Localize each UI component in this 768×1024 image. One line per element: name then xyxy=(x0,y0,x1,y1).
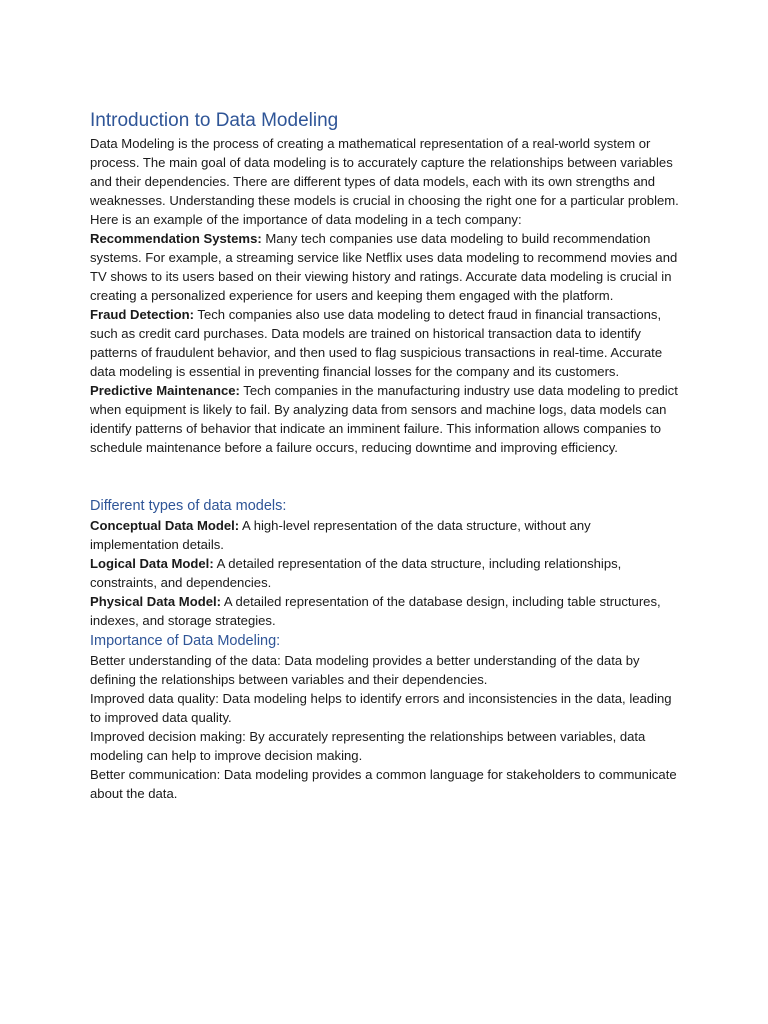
types-heading: Different types of data models: xyxy=(90,498,287,514)
type-physical xyxy=(90,592,682,630)
type-conceptual xyxy=(90,516,682,554)
type-label: Conceptual Data Model: xyxy=(90,518,240,533)
example-text: Tech companies also use data modeling to detect fraud in financial transactions, such as credit card purchases. Data models are trained on historical transaction data to identify patterns of fraudulent behavior, and then used to flag suspicious transactions in real-time. Accurate data modeling is essential in preventing financial losses for the company and its customers. xyxy=(90,307,663,379)
example-label: Predictive Maintenance: xyxy=(90,383,240,398)
document-page xyxy=(90,108,682,803)
example-label: Fraud Detection: xyxy=(90,307,195,322)
type-text: A detailed representation of the database design, including table structures, indexes, and storage strategies. xyxy=(90,594,661,628)
example-fraud xyxy=(90,305,682,381)
type-logical xyxy=(90,554,682,592)
type-label: Logical Data Model: xyxy=(90,556,214,571)
type-label: Physical Data Model: xyxy=(90,594,221,609)
section-spacer xyxy=(90,457,682,497)
importance-decision: Improved decision making: By accurately representing the relationships between variables, data modeling can help to improve decision making. xyxy=(90,729,646,763)
importance-quality: Improved data quality: Data modeling helps to identify errors and inconsistencies in the data, leading to improved data quality. xyxy=(90,691,672,725)
type-text: A high-level representation of the data structure, without any implementation details. xyxy=(90,518,591,552)
example-text: Tech companies in the manufacturing industry use data modeling to predict when equipment is likely to fail. By analyzing data from sensors and machine logs, data models can identify patterns of behavior that indicate an imminent failure. This information allows companies to schedule maintenance before a failure occurs, reducing downtime and improving efficiency. xyxy=(90,383,678,455)
example-maintenance xyxy=(90,381,682,457)
example-text: Many tech companies use data modeling to build recommendation systems. For example, a streaming service like Netflix uses data modeling to recommend movies and TV shows to its users based on their viewing history and ratings. Accurate data modeling is crucial in creating a personalized experience for users and keeping them engaged with the platform. xyxy=(90,231,678,303)
importance-heading: Importance of Data Modeling: xyxy=(90,633,281,649)
example-lead: Here is an example of the importance of data modeling in a tech company: xyxy=(90,212,522,227)
type-text: A detailed representation of the data structure, including relationships, constraints, and dependencies. xyxy=(90,556,622,590)
intro-heading: Introduction to Data Modeling xyxy=(90,110,339,131)
intro-paragraph: Data Modeling is the process of creating a mathematical representation of a real-world system or process. The main goal of data modeling is to accurately capture the relationships between variables and their dependencies. There are different types of data models, each with its own strengths and weaknesses. Understanding these models is crucial in choosing the right one for a particular problem. xyxy=(90,136,679,208)
importance-communication: Better communication: Data modeling provides a common language for stakeholders to communicate about the data. xyxy=(90,767,677,801)
example-label: Recommendation Systems: xyxy=(90,231,262,246)
importance-understanding: Better understanding of the data: Data modeling provides a better understanding of the data by defining the relationships between variables and their dependencies. xyxy=(90,653,640,687)
example-recommendation xyxy=(90,229,682,305)
